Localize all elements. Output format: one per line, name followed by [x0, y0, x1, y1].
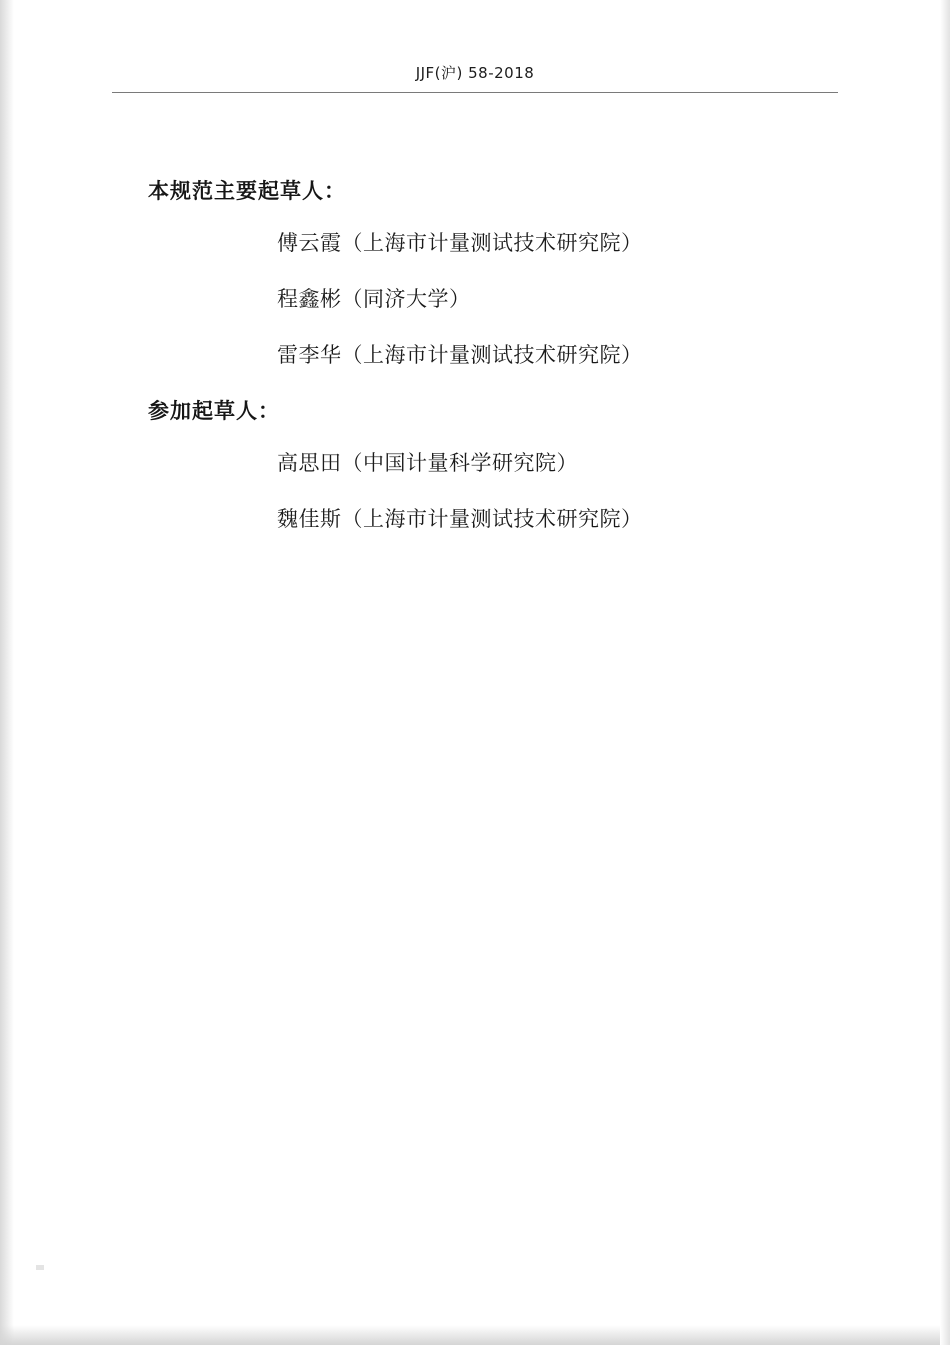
section-title-main-drafters: 本规范主要起草人： — [148, 179, 346, 203]
page-content — [148, 175, 848, 533]
page-header — [112, 62, 838, 83]
header-divider — [112, 92, 838, 93]
scan-speck — [36, 1265, 44, 1270]
scan-edge-shadow — [0, 1325, 950, 1345]
standard-number: JJF(沪) 58-2018 — [415, 64, 535, 82]
section-title-participating-drafters: 参加起草人： — [148, 399, 280, 423]
drafter-name: 傅云霞（上海市计量测试技术研究院） — [277, 231, 643, 255]
drafter-name: 程鑫彬（同济大学） — [277, 287, 471, 311]
drafter-name: 高思田（中国计量科学研究院） — [277, 451, 578, 475]
drafter-name: 魏佳斯（上海市计量测试技术研究院） — [277, 507, 643, 531]
drafter-name: 雷李华（上海市计量测试技术研究院） — [277, 343, 643, 367]
